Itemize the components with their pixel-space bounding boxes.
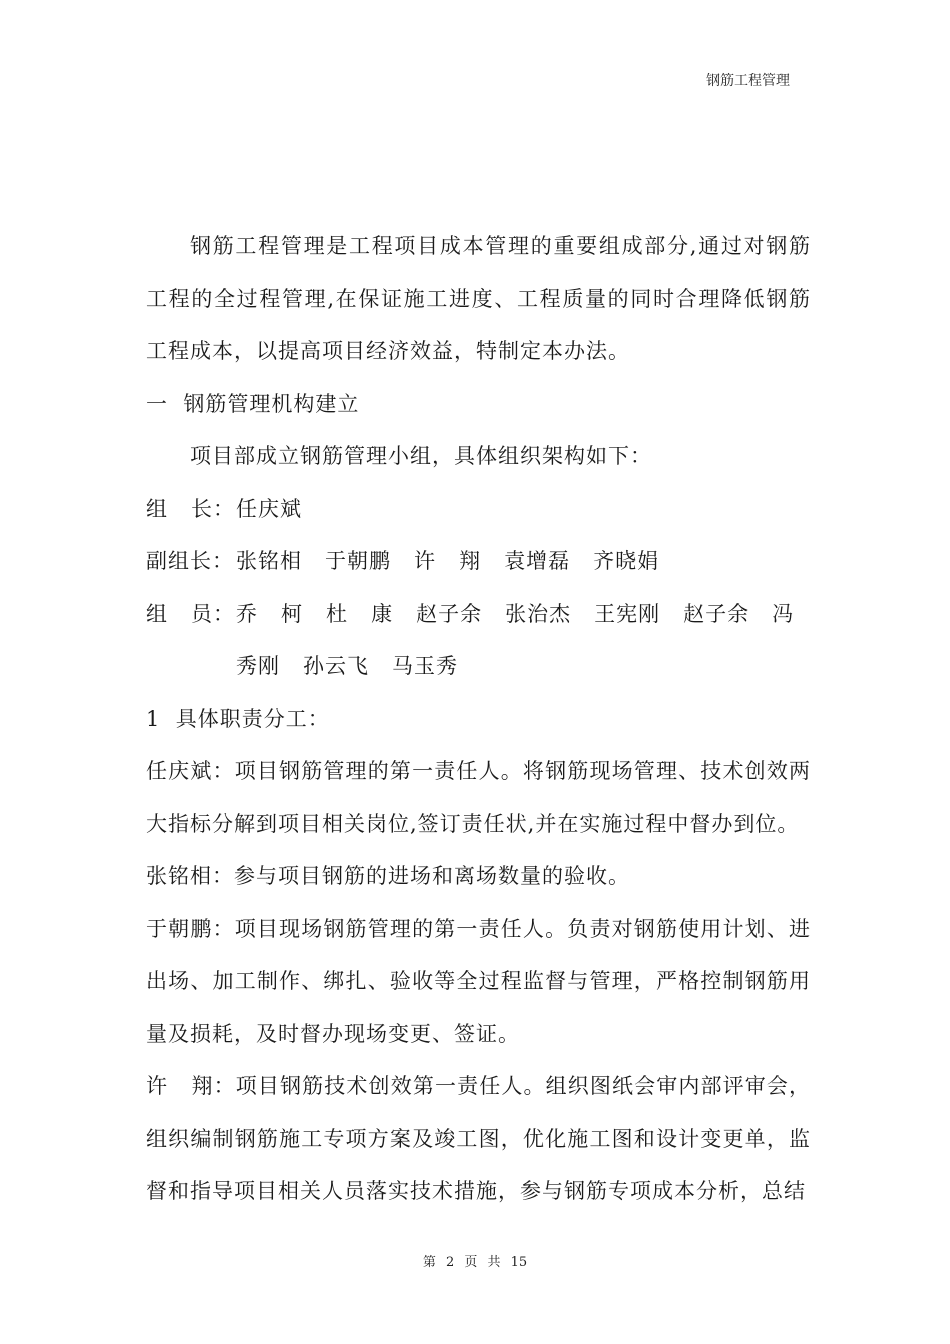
document-body	[146, 220, 811, 1218]
duties-heading: 1 具体职责分工：	[146, 706, 330, 731]
section-intro: 项目部成立钢筋管理小组，具体组织架构如下：	[190, 444, 652, 468]
duty-paragraph: 许 翔：项目钢筋技术创效第一责任人。组织图纸会审内部评审会，组织编制钢筋施工专项方案及竣工图，优化施工图和设计变更单，监督和指导项目相关人员落实技术措施，参与钢筋专项成本分析，总结	[146, 1074, 811, 1203]
members-names-line2: 秀刚 孙云飞 马玉秀	[236, 654, 459, 678]
leader-names: 任庆斌	[236, 496, 302, 521]
duty-paragraph: 于朝鹏：项目现场钢筋管理的第一责任人。负责对钢筋使用计划、进出场、加工制作、绑扎、验收等全过程监督与管理，严格控制钢筋用量及损耗，及时督办现场变更、签证。	[146, 916, 811, 1046]
leader-row	[146, 483, 811, 536]
deputy-label: 副组长：	[146, 549, 234, 573]
page-header-title: 钢筋工程管理	[706, 73, 790, 89]
members-label: 组 员：	[146, 601, 236, 626]
section-heading: 一 钢筋管理机构建立	[146, 391, 360, 416]
page-number: 第 2 页 共 15	[422, 1255, 528, 1270]
duty-paragraph: 任庆斌：项目钢筋管理的第一责任人。将钢筋现场管理、技术创效两大指标分解到项目相关岗位,签订责任状,并在实施过程中督办到位。	[146, 759, 811, 836]
intro-paragraph: 钢筋工程管理是工程项目成本管理的重要组成部分,通过对钢筋工程的全过程管理,在保证施工进度、工程质量的同时合理降低钢筋工程成本，以提高项目经济效益，特制定本办法。	[146, 234, 811, 363]
deputy-row	[146, 535, 811, 588]
members-row	[146, 588, 811, 641]
members-names-line1: 乔 柯 杜 康 赵子余 张治杰 王宪刚 赵子余 冯	[236, 601, 795, 626]
deputy-names: 张铭相 于朝鹏 许 翔 袁增磊 齐晓娟	[236, 549, 660, 573]
leader-label: 组 长：	[146, 496, 236, 521]
duty-paragraph: 张铭相：参与项目钢筋的进场和离场数量的验收。	[146, 864, 630, 888]
